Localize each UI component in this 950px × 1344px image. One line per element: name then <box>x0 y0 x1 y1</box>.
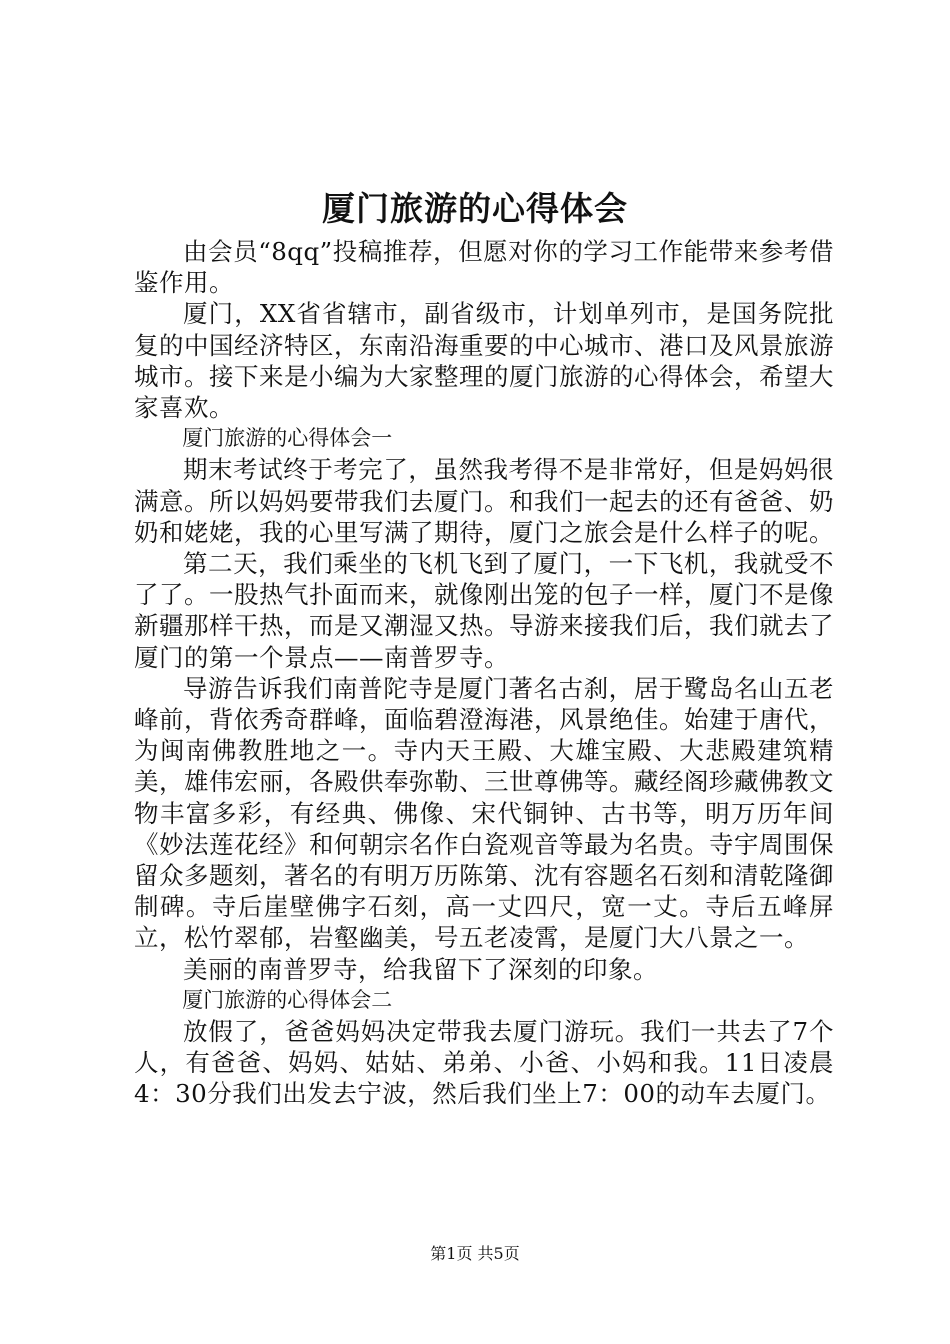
paragraph: 导游告诉我们南普陀寺是厦门著名古刹，居于鹭岛名山五老峰前，背依秀奇群峰，面临碧澄海港，风景绝佳。始建于唐代，为闽南佛教胜地之一。寺内天王殿、大雄宝殿、大悲殿建筑精美，雄伟宏丽，各殿供奉弥勒、三世尊佛等。藏经阁珍藏佛教文物丰富多彩，有经典、佛像、宋代铜钟、古书等，明万历年间《妙法莲花经》和何朝宗名作白瓷观音等最为名贵。寺宇周围保留众多题刻，著名的有明万历陈第、沈有容题名石刻和清乾隆御制碑。寺后崖壁佛字石刻，高一丈四尺，宽一丈。寺后五峰屏立，松竹翠郁，岩壑幽美，号五老凌霄，是厦门大八景之一。 <box>134 673 834 953</box>
paragraph: 放假了，爸爸妈妈决定带我去厦门游玩。我们一共去了7个人，有爸爸、妈妈、姑姑、弟弟、小爸、小妈和我。11日凌晨4：30分我们出发去宁波，然后我们坐上7：00的动车去厦门。 <box>134 1017 834 1109</box>
paragraph: 由会员“8qq”投稿推荐，但愿对你的学习工作能带来参考借鉴作用。 <box>134 237 834 298</box>
paragraph: 第二天，我们乘坐的飞机飞到了厦门，一下飞机，我就受不了了。一股热气扑面而来，就像刚出笼的包子一样，厦门不是像新疆那样干热，而是又潮湿又热。导游来接我们后，我们就去了厦门的第一个景点——南普罗寺。 <box>134 549 834 672</box>
paragraph: 期末考试终于考完了，虽然我考得不是非常好，但是妈妈很满意。所以妈妈要带我们去厦门。和我们一起去的还有爸爸、奶奶和姥姥，我的心里写满了期待，厦门之旅会是什么样子的呢。 <box>134 455 834 547</box>
document-body <box>134 236 834 1110</box>
section-heading: 厦门旅游的心得体会一 <box>182 426 393 451</box>
section-heading: 厦门旅游的心得体会二 <box>182 987 393 1012</box>
paragraph: 美丽的南普罗寺，给我留下了深刻的印象。 <box>183 954 658 984</box>
paragraph: 厦门，XX省省辖市，副省级市，计划单列市，是国务院批复的中国经济特区，东南沿海重要的中心城市、港口及风景旅游城市。接下来是小编为大家整理的厦门旅游的心得体会，希望大家喜欢。 <box>134 299 834 423</box>
document-title: 厦门旅游的心得体会 <box>322 189 628 228</box>
page-footer: 第1页 共5页 <box>430 1244 520 1263</box>
